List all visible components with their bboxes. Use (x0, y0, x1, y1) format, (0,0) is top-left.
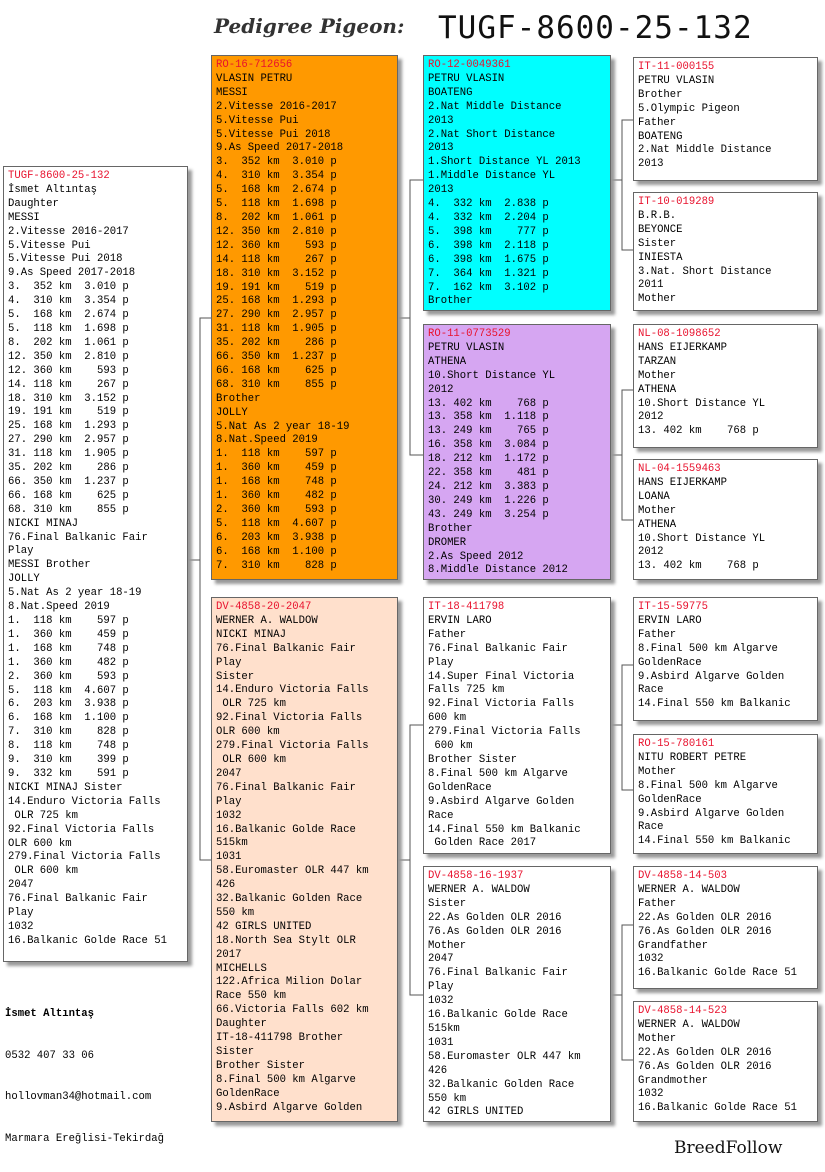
info-line: 19. 191 km 519 p (216, 281, 337, 294)
info-line: 10.Short Distance YL (638, 397, 766, 410)
info-line: 1. 360 km 459 p (216, 462, 337, 475)
dam-sire-dam-card[interactable] (633, 734, 818, 854)
info-line: 5.Vitesse Pui (216, 114, 299, 127)
info-line: 5. 118 km 4.607 p (216, 517, 337, 530)
info-line: Brother (638, 88, 683, 101)
info-line: 5. 168 km 2.674 p (8, 309, 129, 322)
info-line: 5. 398 km 777 p (428, 225, 549, 238)
info-line: 1031 (428, 1036, 454, 1049)
info-line: MESSI Brother (8, 559, 91, 572)
info-line: 14.Enduro Victoria Falls (216, 684, 369, 697)
owner-phone: 0532 407 33 06 (5, 1049, 95, 1062)
info-line: 22.As Golden OLR 2016 (638, 1046, 772, 1059)
info-line: GoldenRace (638, 656, 702, 669)
info-line: 2047 (8, 879, 34, 892)
info-line: 5.Nat As 2 year 18-19 (216, 420, 350, 433)
info-line: OLR 600 km (216, 726, 280, 739)
info-line: 515km (428, 1022, 460, 1035)
sire-dam-dam-card[interactable] (633, 459, 818, 580)
info-line: 5.Vitesse Pui 2018 (216, 128, 331, 141)
info-line: Sister (216, 670, 255, 683)
info-line: ERVIN LARO (428, 614, 492, 627)
info-line: 279.Final Victoria Falls (216, 740, 369, 753)
info-line: 2.Vitesse 2016-2017 (216, 100, 337, 113)
sire-dam-card[interactable] (423, 324, 611, 580)
info-line: B.R.B. (638, 209, 677, 222)
dam-dam-dam-card[interactable] (633, 1001, 818, 1122)
info-line: 2.Vitesse 2016-2017 (8, 225, 129, 238)
info-line: 4. 310 km 3.354 p (8, 295, 129, 308)
info-line: GoldenRace (216, 1087, 280, 1100)
ring-id: DV-4858-14-523 (638, 1005, 728, 1017)
info-line: 3. 352 km 3.010 p (8, 281, 129, 294)
info-line: 66.Victoria Falls 602 km (216, 1004, 369, 1017)
info-line: 2.Nat Short Distance (428, 128, 556, 141)
info-line: 68. 310 km 855 p (8, 503, 129, 516)
info-line: 2012 (638, 411, 664, 424)
info-line: 13. 402 km 768 p (428, 397, 549, 410)
info-line: 4. 332 km 2.838 p (428, 198, 549, 211)
ring-id: RO-12-0049361 (428, 59, 511, 71)
sire-card[interactable] (211, 55, 398, 580)
info-line: 1. 360 km 459 p (8, 628, 129, 641)
info-line: 9.As Speed 2017-2018 (216, 142, 344, 155)
info-line: Father (638, 116, 677, 129)
info-line: Race (638, 684, 664, 697)
page-title: Pedigree Pigeon: (214, 14, 405, 38)
dam-sire-card[interactable] (423, 597, 611, 854)
info-line: 1.Short Distance YL 2013 (428, 156, 581, 169)
info-line: Grandmother (638, 1074, 708, 1087)
info-line: 2.Nat Middle Distance (638, 144, 772, 157)
info-line: 2013 (638, 158, 664, 171)
dam-dam-sire-card[interactable] (633, 866, 818, 989)
info-line: 9.Asbird Algarve Golden (638, 807, 785, 820)
ring-number: TUGF-8600-25-132 (438, 10, 753, 46)
info-line: 12. 360 km 593 p (216, 239, 337, 252)
sire-sire-sire-card[interactable] (633, 57, 818, 181)
info-line: 8. 202 km 1.061 p (216, 211, 337, 224)
owner-name: İsmet Altıntaş (5, 1007, 95, 1020)
info-line: PETRU VLASIN (428, 72, 505, 85)
info-line: 92.Final Victoria Falls (8, 823, 155, 836)
info-line: 16.Balkanic Golde Race 51 (8, 934, 167, 947)
info-line: Daughter (8, 197, 59, 210)
info-line: 6. 168 km 1.100 p (8, 712, 129, 725)
info-line: 550 km (428, 1092, 467, 1105)
info-line: Falls 725 km (428, 684, 505, 697)
info-line: 2. 360 km 593 p (8, 670, 129, 683)
info-line: 76.Final Balkanic Fair (216, 781, 356, 794)
info-line: 3.Nat. Short Distance (638, 265, 772, 278)
info-line: 3. 352 km 3.010 p (216, 156, 337, 169)
info-line: 1.Middle Distance YL (428, 170, 556, 183)
info-line: 22.As Golden OLR 2016 (428, 911, 562, 924)
info-line: 1. 168 km 748 p (216, 476, 337, 489)
info-line: 279.Final Victoria Falls (428, 726, 581, 739)
info-line: Brother (428, 522, 473, 535)
info-line: 13. 402 km 768 p (638, 425, 759, 438)
info-line: OLR 725 km (8, 809, 78, 822)
info-line: 92.Final Victoria Falls (428, 698, 575, 711)
info-line: 1. 118 km 597 p (216, 448, 337, 461)
info-line: 6. 168 km 1.100 p (216, 545, 337, 558)
info-line: 2047 (428, 953, 454, 966)
ring-id: TUGF-8600-25-132 (8, 170, 110, 182)
info-line: Play (216, 795, 242, 808)
info-line: 1032 (638, 953, 664, 966)
info-line: 9.As Speed 2017-2018 (8, 267, 136, 280)
info-line: NICKI MINAJ (216, 628, 286, 641)
info-line: Sister (428, 897, 467, 910)
info-line: 32.Balkanic Golden Race (216, 893, 363, 906)
info-line: 25. 168 km 1.293 p (8, 420, 129, 433)
info-line: 2012 (428, 383, 454, 396)
info-line: 16. 358 km 3.084 p (428, 439, 549, 452)
info-line: Brother Sister (216, 1059, 306, 1072)
info-line: 76.As Golden OLR 2016 (638, 925, 772, 938)
info-line: 22.As Golden OLR 2016 (638, 911, 772, 924)
info-line: Play (8, 545, 34, 558)
info-line: WERNER A. WALDOW (216, 614, 318, 627)
info-line: 16.Balkanic Golde Race 51 (638, 967, 797, 980)
info-line: 8.Nat.Speed 2019 (8, 601, 110, 614)
info-line: JOLLY (8, 573, 40, 586)
info-line: OLR 600 km (8, 837, 72, 850)
info-line: Sister (216, 1046, 255, 1058)
info-line: 122.Africa Milion Dolar (216, 976, 363, 989)
info-line: 76.Final Balkanic Fair (428, 967, 568, 980)
info-line: Mother (638, 1032, 677, 1045)
info-line: 2047 (216, 767, 242, 780)
info-line: 1. 118 km 597 p (8, 615, 129, 627)
ring-id: DV-4858-14-503 (638, 870, 728, 882)
info-line: WERNER A. WALDOW (638, 1018, 740, 1031)
info-line: 1031 (216, 851, 242, 864)
info-line: 9.Asbird Algarve Golden (216, 1101, 363, 1114)
info-line: 18. 310 km 3.152 p (8, 392, 129, 405)
info-line: 14.Super Final Victoria (428, 670, 575, 683)
ring-id: RO-11-0773529 (428, 328, 511, 340)
info-line: NITU ROBERT PETRE (638, 751, 747, 764)
info-line: VLASIN PETRU (216, 72, 293, 85)
info-line: 2.As Speed 2012 (428, 550, 524, 563)
info-line: 600 km (428, 712, 467, 725)
info-line: 66. 168 km 625 p (8, 489, 129, 502)
info-line: 5.Nat As 2 year 18-19 (8, 587, 142, 600)
info-line: Father (638, 628, 677, 641)
info-line: 5. 118 km 1.698 p (8, 322, 129, 335)
info-line: 35. 202 km 286 p (8, 462, 129, 475)
info-line: 2012 (638, 546, 664, 559)
info-line: Race (428, 809, 454, 822)
info-line: Grandfather (638, 939, 708, 952)
info-line: 7. 310 km 828 p (216, 559, 337, 572)
info-line: 7. 364 km 1.321 p (428, 267, 549, 280)
info-line: MESSI (216, 86, 248, 99)
info-line: 66. 350 km 1.237 p (8, 475, 129, 488)
info-line: Race 550 km (216, 990, 286, 1003)
info-line: Brother (216, 392, 261, 405)
info-line: 18. 310 km 3.152 p (216, 267, 337, 280)
info-line: 27. 290 km 2.957 p (216, 309, 337, 322)
info-line: 1032 (638, 1088, 664, 1101)
info-line: 13. 249 km 765 p (428, 425, 549, 438)
info-line: 42 GIRLS UNITED (428, 1106, 524, 1119)
info-line: 5. 118 km 1.698 p (216, 198, 337, 211)
info-line: 14.Final 550 km Balkanic (428, 823, 581, 836)
info-line: 31. 118 km 1.905 p (8, 448, 129, 461)
ring-id: RO-16-712656 (216, 59, 293, 71)
info-line: 30. 249 km 1.226 p (428, 494, 549, 507)
info-line: INIESTA (638, 251, 683, 264)
ring-id: IT-15-59775 (638, 601, 708, 613)
info-line: 8.Nat.Speed 2019 (216, 434, 318, 447)
info-line: 1. 168 km 748 p (8, 642, 129, 655)
info-line: 1. 360 km 482 p (8, 656, 129, 669)
info-line: Mother (638, 293, 677, 306)
ring-id: IT-10-019289 (638, 196, 715, 208)
info-line: 5.Vitesse Pui (8, 239, 91, 252)
info-line: 10.Short Distance YL (638, 532, 766, 545)
info-line: 426 (216, 879, 236, 892)
info-line: 5.Vitesse Pui 2018 (8, 253, 123, 266)
info-line: 12. 350 km 2.810 p (8, 350, 129, 363)
info-line: PETRU VLASIN (638, 74, 715, 87)
info-line: 6. 398 km 1.675 p (428, 253, 549, 266)
info-line: GoldenRace (638, 793, 702, 806)
info-line: 32.Balkanic Golden Race (428, 1078, 575, 1091)
info-line: Play (216, 656, 242, 669)
info-line: Mother (428, 939, 467, 952)
info-line: 4. 310 km 3.354 p (216, 170, 337, 183)
info-line: 8. 118 km 748 p (8, 740, 129, 753)
info-line: Father (638, 897, 677, 910)
info-line: 6. 398 km 2.118 p (428, 239, 549, 252)
info-line: 4. 332 km 2.204 p (428, 211, 549, 224)
info-line: 35. 202 km 286 p (216, 337, 337, 350)
info-line: JOLLY (216, 406, 248, 419)
sire-dam-sire-card[interactable] (633, 324, 818, 448)
info-line: OLR 600 km (216, 753, 286, 766)
info-line: ATHENA (638, 383, 677, 396)
ring-id: IT-18-411798 (428, 601, 505, 613)
info-line: Brother Sister (428, 753, 518, 766)
info-line: 25. 168 km 1.293 p (216, 295, 337, 308)
owner-contact (5, 980, 164, 1161)
dam-sire-sire-card[interactable] (633, 597, 818, 721)
info-line: 7. 162 km 3.102 p (428, 281, 549, 294)
info-line: 14. 118 km 267 p (216, 253, 337, 266)
info-line: 43. 249 km 3.254 p (428, 508, 549, 521)
ring-id: NL-04-1559463 (638, 463, 721, 475)
info-line: 24. 212 km 3.383 p (428, 480, 549, 493)
info-line: 14.Final 550 km Balkanic (638, 835, 791, 848)
info-line: 16.Balkanic Golde Race (428, 1009, 568, 1022)
info-line: 13. 402 km 768 p (638, 560, 759, 573)
info-line: 279.Final Victoria Falls (8, 851, 161, 864)
info-line: 92.Final Victoria Falls (216, 712, 363, 725)
info-line: OLR 600 km (8, 865, 78, 878)
info-line: 9. 332 km 591 p (8, 767, 129, 780)
info-line: 22. 358 km 481 p (428, 467, 549, 480)
info-line: 12. 350 km 2.810 p (216, 225, 337, 238)
dam-card[interactable] (211, 597, 398, 1122)
info-line: 10.Short Distance YL (428, 369, 556, 382)
info-line: 8.Final 500 km Algarve (638, 642, 778, 655)
info-line: 31. 118 km 1.905 p (216, 323, 337, 336)
info-line: 1. 360 km 482 p (216, 490, 337, 503)
info-line: 5.Olympic Pigeon (638, 102, 740, 115)
sire-sire-card[interactable] (423, 55, 611, 311)
info-line: 14.Final 550 km Balkanic (638, 698, 791, 711)
info-line: 2013 (428, 142, 454, 155)
info-line: 27. 290 km 2.957 p (8, 434, 129, 447)
info-line: 8.Final 500 km Algarve (216, 1073, 356, 1086)
subject-card[interactable] (3, 166, 188, 962)
owner-city: Marmara Ereğlisi-Tekirdağ (5, 1132, 164, 1145)
info-line: Play (8, 907, 34, 920)
info-line: 12. 360 km 593 p (8, 364, 129, 377)
info-line: 6. 203 km 3.938 p (8, 698, 129, 711)
brand-logo: BreedFollow (674, 1138, 783, 1158)
info-line: 8. 202 km 1.061 p (8, 336, 129, 349)
info-line: 600 km (428, 740, 473, 753)
info-line: 19. 191 km 519 p (8, 406, 129, 419)
info-line: BEYONCE (638, 223, 683, 236)
info-line: 2017 (216, 948, 242, 961)
info-line: OLR 725 km (216, 698, 286, 711)
info-line: LOANA (638, 490, 670, 503)
info-line: 76.Final Balkanic Fair (428, 642, 568, 655)
info-line: 16.Balkanic Golde Race (216, 823, 356, 836)
info-line: 14.Enduro Victoria Falls (8, 795, 161, 808)
info-line: NICKI MINAJ (8, 517, 78, 530)
info-line: 7. 310 km 828 p (8, 726, 129, 739)
info-line: WERNER A. WALDOW (638, 883, 740, 896)
info-line: IT-18-411798 Brother (216, 1032, 344, 1045)
info-line: 8.Final 500 km Algarve (428, 767, 568, 780)
info-line: 2013 (428, 114, 454, 127)
info-line: 68. 310 km 855 p (216, 378, 337, 391)
sire-sire-dam-card[interactable] (633, 192, 818, 311)
info-line: 1032 (428, 995, 454, 1008)
info-line: Brother (428, 295, 473, 308)
info-line: 2. 360 km 593 p (216, 504, 337, 516)
ring-id: DV-4858-20-2047 (216, 601, 312, 613)
ring-id: IT-11-000155 (638, 61, 715, 73)
info-line: 13. 358 km 1.118 p (428, 411, 549, 424)
info-line: Mother (638, 765, 677, 778)
info-line: 515km (216, 837, 248, 850)
info-line: 16.Balkanic Golde Race 51 (638, 1102, 797, 1115)
info-line: 66. 168 km 625 p (216, 364, 337, 377)
info-line: Mother (638, 504, 677, 517)
info-line: BOATENG (428, 86, 473, 99)
info-line: 1032 (216, 809, 242, 822)
info-line: MICHELLS (216, 962, 267, 975)
info-line: 1032 (8, 920, 34, 933)
info-line: 8.Final 500 km Algarve (638, 779, 778, 792)
info-line: İsmet Altıntaş (8, 183, 98, 196)
info-line: 9. 310 km 399 p (8, 754, 129, 767)
info-line: 18.North Sea Stylt OLR (216, 934, 356, 947)
info-line: 2013 (428, 184, 454, 197)
info-line: Daughter (216, 1018, 267, 1031)
info-line: Father (428, 628, 467, 641)
info-line: 76.Final Balkanic Fair (8, 893, 148, 906)
info-line: Mother (638, 369, 677, 382)
dam-dam-card[interactable] (423, 866, 611, 1122)
info-line: 66. 350 km 1.237 p (216, 351, 337, 364)
info-line: 9.Asbird Algarve Golden (428, 795, 575, 808)
ring-id: DV-4858-16-1937 (428, 870, 524, 882)
info-line: 2.Nat Middle Distance (428, 100, 562, 113)
info-line: Race (638, 821, 664, 834)
info-line: DROMER (428, 536, 467, 549)
info-line: 9.Asbird Algarve Golden (638, 670, 785, 683)
info-line: 76.As Golden OLR 2016 (638, 1060, 772, 1073)
info-line: 76.Final Balkanic Fair (216, 642, 356, 655)
info-line: Golden Race 2017 (428, 837, 537, 850)
info-line: MESSI (8, 211, 40, 224)
info-line: 58.Euromaster OLR 447 km (428, 1050, 581, 1063)
info-line: 76.As Golden OLR 2016 (428, 925, 562, 938)
info-line: 6. 203 km 3.938 p (216, 531, 337, 544)
info-line: HANS EIJERKAMP (638, 476, 728, 489)
info-line: 18. 212 km 1.172 p (428, 453, 549, 466)
info-line: Play (428, 981, 454, 994)
info-line: WERNER A. WALDOW (428, 883, 530, 896)
info-line: 58.Euromaster OLR 447 km (216, 865, 369, 878)
info-line: TARZAN (638, 355, 677, 368)
info-line: 14. 118 km 267 p (8, 378, 129, 391)
info-line: GoldenRace (428, 781, 492, 794)
info-line: ATHENA (638, 518, 677, 531)
info-line: 5. 118 km 4.607 p (8, 684, 129, 697)
info-line: 426 (428, 1064, 448, 1077)
ring-id: NL-08-1098652 (638, 328, 721, 340)
info-line: 8.Middle Distance 2012 (428, 564, 568, 577)
info-line: PETRU VLASIN (428, 341, 505, 354)
info-line: ERVIN LARO (638, 614, 702, 627)
info-line: 2011 (638, 279, 664, 292)
info-line: Play (428, 656, 454, 669)
info-line: 76.Final Balkanic Fair (8, 531, 148, 544)
info-line: NICKI MINAJ Sister (8, 781, 123, 794)
info-line: BOATENG (638, 130, 683, 143)
owner-email[interactable]: hollovman34@hotmail.com (5, 1091, 152, 1104)
info-line: HANS EIJERKAMP (638, 341, 728, 354)
info-line: 5. 168 km 2.674 p (216, 184, 337, 197)
info-line: 550 km (216, 906, 255, 919)
info-line: 42 GIRLS UNITED (216, 920, 312, 933)
info-line: ATHENA (428, 355, 467, 368)
ring-id: RO-15-780161 (638, 738, 715, 750)
info-line: Sister (638, 237, 677, 250)
